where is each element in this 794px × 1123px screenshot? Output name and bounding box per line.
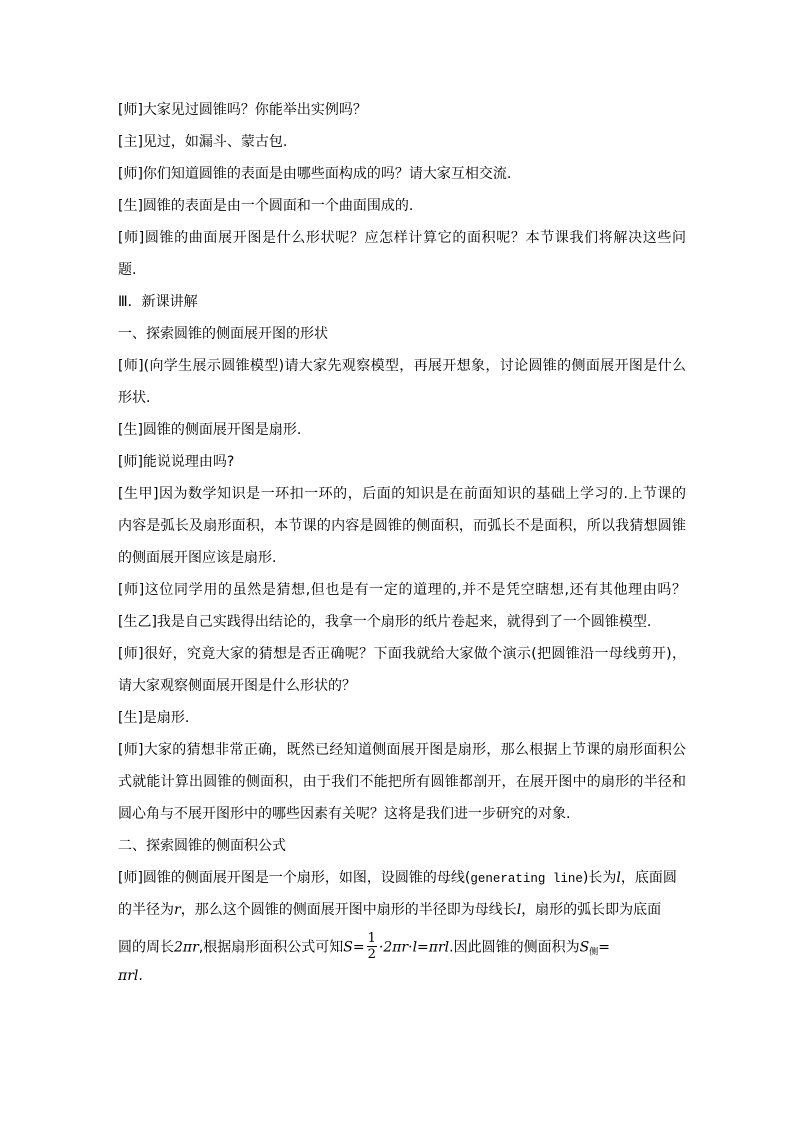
dialogue-line: [生甲]因为数学知识是一环扣一环的，后面的知识是在前面知识的基础上学习的.上节课的 — [118, 486, 686, 502]
dialogue-line: [生]圆锥的表面是由一个圆面和一个曲面围成的. — [118, 198, 414, 214]
lateral-area-symbol: S — [579, 939, 590, 956]
dialogue-line: [师](向学生展示圆锥模型)请大家先观察模型，再展开想象，讨论圆锥的侧面展开图是什么 — [118, 358, 686, 374]
dialogue-line: [生]是扇形. — [118, 710, 190, 726]
fraction-one-half — [367, 931, 377, 962]
dialogue-line: [师]大家的猜想非常正确，既然已经知道侧面展开图是扇形，那么根据上节课的扇形面积公 — [118, 742, 686, 758]
text-run: . — [138, 968, 143, 984]
lateral-area-result: πrl — [118, 968, 139, 984]
text-run: 的半径为 — [118, 902, 174, 918]
dialogue-line: 圆心角与不展开图形中的哪些因素有关呢？这将是我们进一步研究的对象. — [118, 806, 571, 822]
formula-line — [118, 966, 686, 986]
dialogue-line: [生乙]我是自己实践得出结论的，我拿一个扇形的纸片卷起来，就得到了一个圆锥模型. — [118, 614, 652, 630]
dialogue-line: [师]大家见过圆锥吗？你能举出实例吗？ — [118, 102, 367, 118]
dialogue-line: 内容是弧长及扇形面积，本节课的内容是圆锥的侧面积，而弧长不是面积，所以我猜想圆锥 — [118, 518, 686, 534]
dialogue-line: [生]圆锥的侧面展开图是扇形. — [118, 422, 302, 438]
dialogue-line: 的侧面展开图应该是扇形. — [118, 550, 277, 566]
text-run: [师]圆锥的侧面展开图是一个扇形，如图，设圆锥的母线( — [118, 870, 471, 886]
dialogue-line: 形状. — [118, 390, 151, 406]
text-run: ，那么这个圆锥的侧面展开图中扇形的半径即为母线长 — [180, 902, 517, 918]
circumference-expr: 2πr — [174, 939, 199, 956]
subsection-heading: 二、探索圆锥的侧面积公式 — [118, 838, 286, 854]
fraction-denominator: 2 — [367, 947, 376, 962]
dialogue-line: [师]能说说理由吗? — [118, 454, 235, 470]
text-run: .因此圆锥的侧面积为 — [449, 939, 580, 956]
fraction-numerator: 1 — [367, 931, 376, 946]
var-l: l — [616, 870, 621, 886]
dialogue-line: [师]很好，究竟大家的猜想是否正确呢？下面我就给大家做个演示(把圆锥沿一母线剪开)， — [118, 646, 686, 662]
text-run: ，扇形的弧长即为底面 — [521, 902, 662, 918]
formula-line — [118, 900, 686, 920]
dialogue-line: [师]这位同学用的虽然是猜想,但也是有一定的道理的,并不是凭空瞎想,还有其他理由吗？ — [118, 582, 686, 598]
lateral-subscript: 侧 — [589, 947, 599, 958]
dialogue-line: [师]圆锥的曲面展开图是什么形状呢？应怎样计算它的面积呢？本节课我们将解决这些问 — [118, 230, 686, 246]
dialogue-line: 式就能计算出圆锥的侧面积，由于我们不能把所有圆锥都剖开，在展开图中的扇形的半径和 — [118, 774, 686, 790]
section-heading: Ⅲ．新课讲解 — [118, 294, 198, 310]
var-l: l — [516, 902, 522, 918]
formula-line — [118, 932, 686, 966]
dialogue-line: 题. — [118, 262, 137, 278]
text-run: )长为 — [582, 870, 617, 886]
dialogue-line: [主]见过，如漏斗、蒙古包. — [118, 134, 288, 150]
var-r: r — [174, 902, 181, 918]
dialogue-line: 请大家观察侧面展开图是什么形状的？ — [118, 678, 356, 694]
text-run: ,根据扇形面积公式可知 — [198, 939, 344, 956]
subsection-heading: 一、探索圆锥的侧面展开图的形状 — [118, 326, 328, 342]
dialogue-line: [师]你们知道圆锥的表面是由哪些面构成的吗？请大家互相交流. — [118, 166, 512, 182]
text-run: ，底面圆 — [620, 870, 677, 886]
term-english: generating line — [470, 872, 583, 886]
equals-sign: = — [598, 939, 610, 956]
area-formula: ·2πr·l=πrl — [378, 939, 450, 956]
area-symbol: S= — [343, 939, 365, 956]
formula-line — [118, 868, 686, 889]
text-run: 圆的周长 — [118, 939, 174, 956]
